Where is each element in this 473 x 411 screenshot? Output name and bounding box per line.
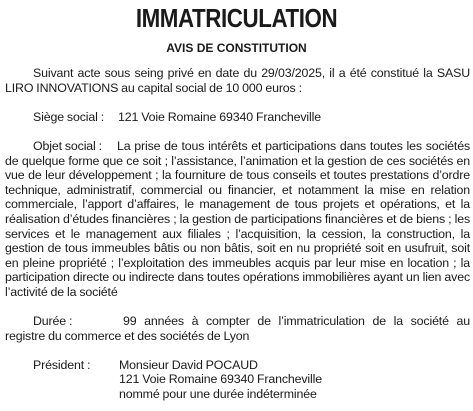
notice-subtitle: AVIS DE CONSTITUTION [166, 41, 307, 55]
siege-paragraph [5, 110, 470, 125]
intro-paragraph: Suivant acte sous seing privé en date du 29/03/2025, il a été constitué la SASU LIRO INNOVATIONS au capital social de 10 000 euros : [5, 66, 470, 95]
objet-label: Objet social : [33, 138, 102, 153]
president-details [119, 358, 322, 402]
president-mandate: nommé pour une durée indéterminée [119, 387, 317, 402]
duree-label: Durée : [33, 314, 73, 329]
duree-paragraph [5, 314, 470, 343]
president-block [5, 358, 470, 402]
siege-label: Siège social : [33, 109, 104, 124]
objet-value: La prise de tous intérêts et participations dans toutes les sociétés de quelque forme que ce soit ; l’assistance, l’animation et la gestion de ces sociétés en vue de leur développement ; la fourniture de tous conseils et toutes prestations d’ordre technique, administratif, commercial ou financier, et notamment la mise en relation commerciale, l’apport d’affaires, le management de tous projets et opérations, et la réalisation d’études financières ; la gestion de participations financières et de biens ; les services et le management aux filiales ; l’acquisition, la cession, la construction, la gestion de tous immeubles bâtis ou non bâtis, soit en nu propriété soit en usufruit, soit en pleine propriété ; l’exploitation des immeubles acquis par leur mise en location ; la participation directe ou indirecte dans toutes opérations immobilières ayant un lien avec l’activité de la société [5, 138, 470, 299]
notice-body [5, 66, 470, 402]
notice-title: IMMATRICULATION [135, 3, 338, 33]
president-address: 121 Voie Romaine 69340 Francheville [119, 372, 322, 387]
president-name: Monsieur David POCAUD [119, 357, 258, 372]
siege-value: 121 Voie Romaine 69340 Francheville [118, 109, 321, 124]
objet-paragraph [5, 139, 470, 300]
president-label: Président : [33, 357, 91, 372]
duree-value: 99 années à compter de l’immatriculation de la société au registre du commerce et des sociétés de Lyon [5, 314, 470, 343]
